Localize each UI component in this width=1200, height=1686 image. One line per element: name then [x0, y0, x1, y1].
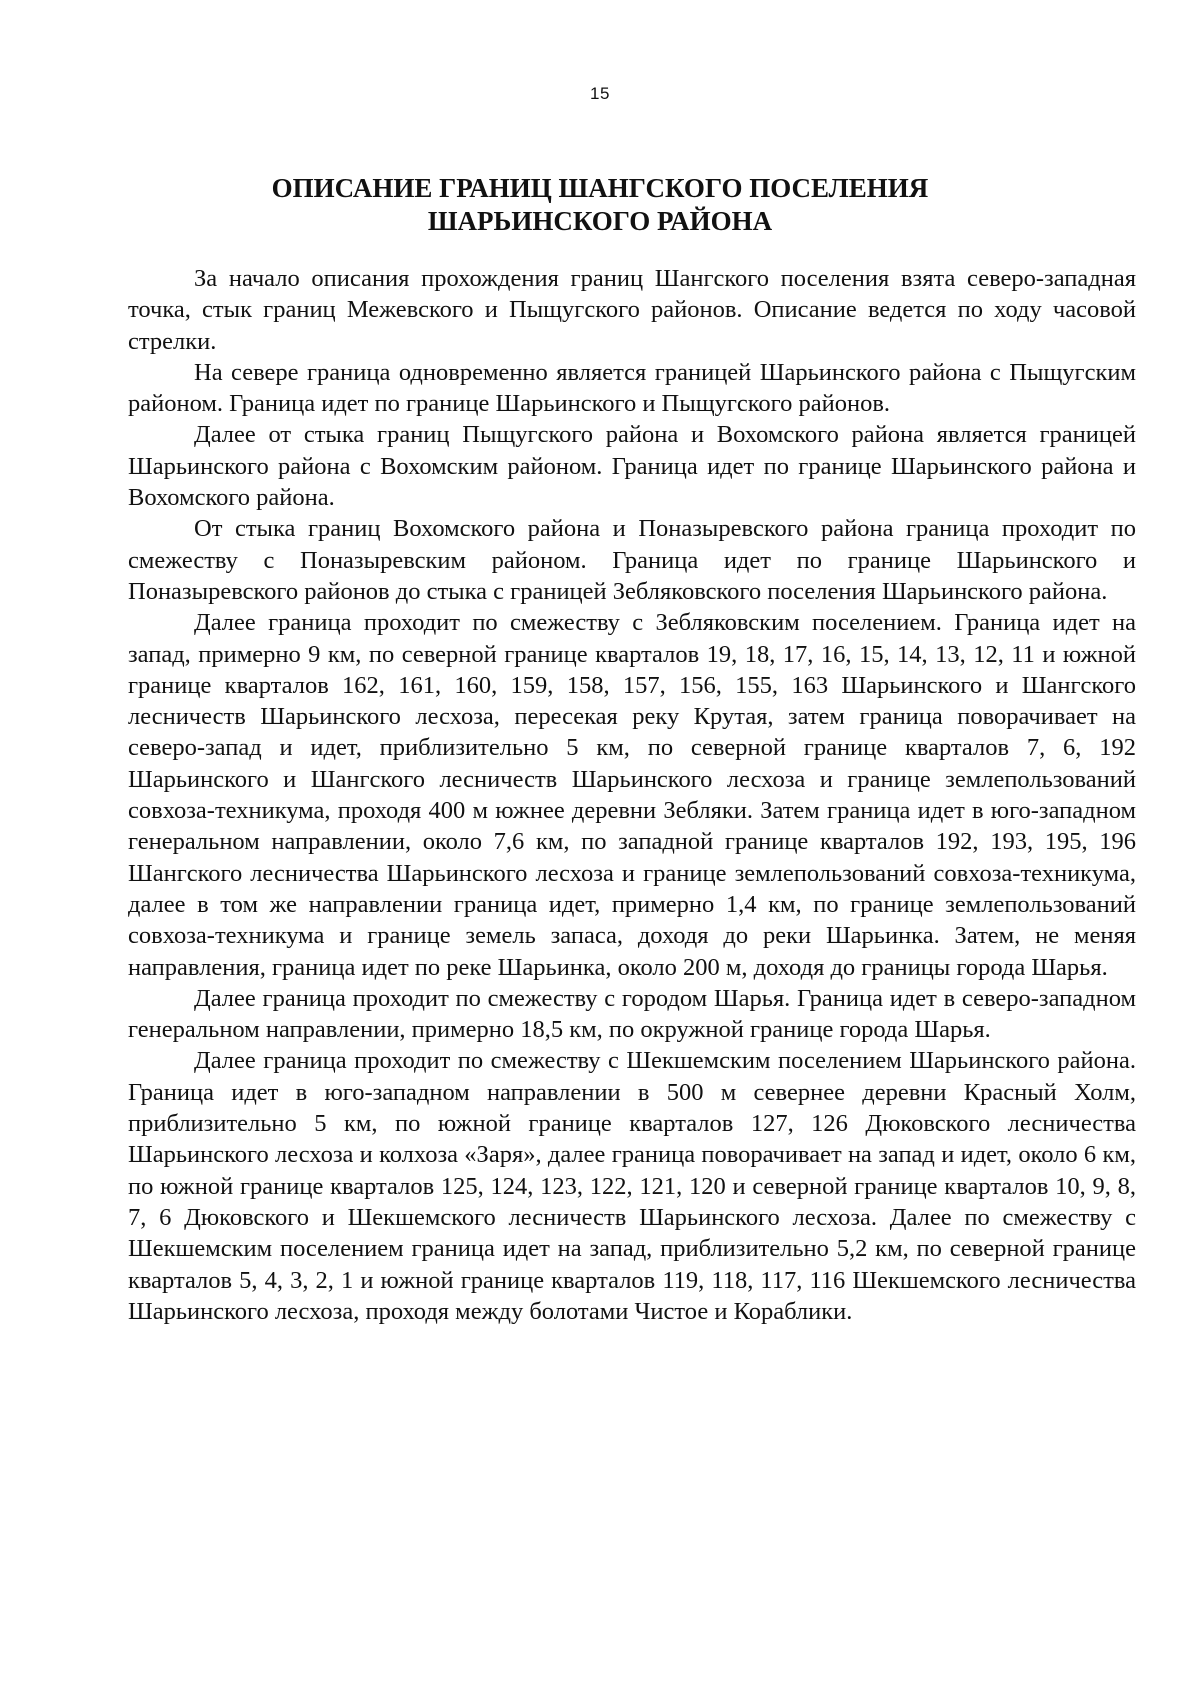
paragraph-start-point: За начало описания прохождения границ Шангского поселения взята северо-западная точка, стык границ Межевского и Пыщугского районов. Описание ведется по ходу часовой стрелки.	[128, 265, 1136, 355]
title-line-2: ШАРЬИНСКОГО РАЙОНА	[427, 206, 773, 236]
paragraph-shekshema-border: Далее граница проходит по смежеству с Шекшемским поселением Шарьинского района. Граница идет в юго-западном направлении в 500 м севернее деревни Красный Холм, приблизительно 5 км, по южной границе кварталов 127, 126 Дюковского лесничества Шарьинского лесхоза и колхоза «Заря», далее граница поворачивает на запад и идет, около 6 км, по южной границе кварталов 125, 124, 123, 122, 121, 120 и северной границе кварталов 10, 9, 8, 7, 6 Дюковского и Шекшемского лесничеств Шарьинского лесхоза. Далее по смежеству с Шекшемским поселением граница идет на запад, приблизительно 5,2 км, по северной границе кварталов 5, 4, 3, 2, 1 и южной границе кварталов 119, 118, 117, 116 Шекшемского лесничества Шарьинского лесхоза, проходя между болотами Чистое и Кораблики.	[128, 1047, 1136, 1325]
paragraph-vokhma-border: Далее от стыка границ Пыщугского района и Вохомского района является границей Шарьинского района с Вохомским районом. Граница идет по границе Шарьинского района и Вохомского района.	[128, 421, 1136, 512]
paragraph-sharya-border: Далее граница проходит по смежеству с городом Шарья. Граница идет в северо-западном генеральном направлении, примерно 18,5 км, по окружной границе города Шарья.	[128, 984, 1136, 1044]
page-title	[0, 172, 1200, 238]
paragraph-ponazyrevo-border: От стыка границ Вохомского района и Поназыревского района граница проходит по смежеству с Поназыревским районом. Граница идет по границе Шарьинского и Поназыревского районов до стыка с границей Зебляковского поселения Шарьинского района.	[128, 515, 1136, 605]
page-number: 15	[590, 84, 610, 103]
body-text	[128, 263, 1136, 1327]
paragraph-zeblyaki-border: Далее граница проходит по смежеству с Зебляковским поселением. Граница идет на запад, примерно 9 км, по северной границе кварталов 19, 18, 17, 16, 15, 14, 13, 12, 11 и южной границе кварталов 162, 161, 160, 159, 158, 157, 156, 155, 163 Шарьинского и Шангского лесничеств Шарьинского лесхоза, пересекая реку Крутая, затем граница поворачивает на северо-запад и идет, приблизительно 5 км, по северной границе кварталов 7, 6, 192 Шарьинского и Шангского лесничеств Шарьинского лесхоза и границе землепользований совхоза-техникума, проходя 400 м южнее деревни Зебляки. Затем граница идет в юго-западном генеральном направлении, около 7,6 км, по западной границе кварталов 192, 193, 195, 196 Шангского лесничества Шарьинского лесхоза и границе землепользований совхоза-техникума, далее в том же направлении граница идет, примерно 1,4 км, по границе землепользований совхоза-техникума и границе земель запаса, доходя до реки Шарьинка. Затем, не меняя направления, граница идет по реке Шарьинка, около 200 м, доходя до границы города Шарья.	[128, 609, 1136, 981]
paragraph-north-border: На севере граница одновременно является границей Шарьинского района с Пыщугским районом. Граница идет по границе Шарьинского и Пыщугского районов.	[128, 358, 1136, 418]
title-line-1: ОПИСАНИЕ ГРАНИЦ ШАНГСКОГО ПОСЕЛЕНИЯ	[271, 173, 929, 203]
